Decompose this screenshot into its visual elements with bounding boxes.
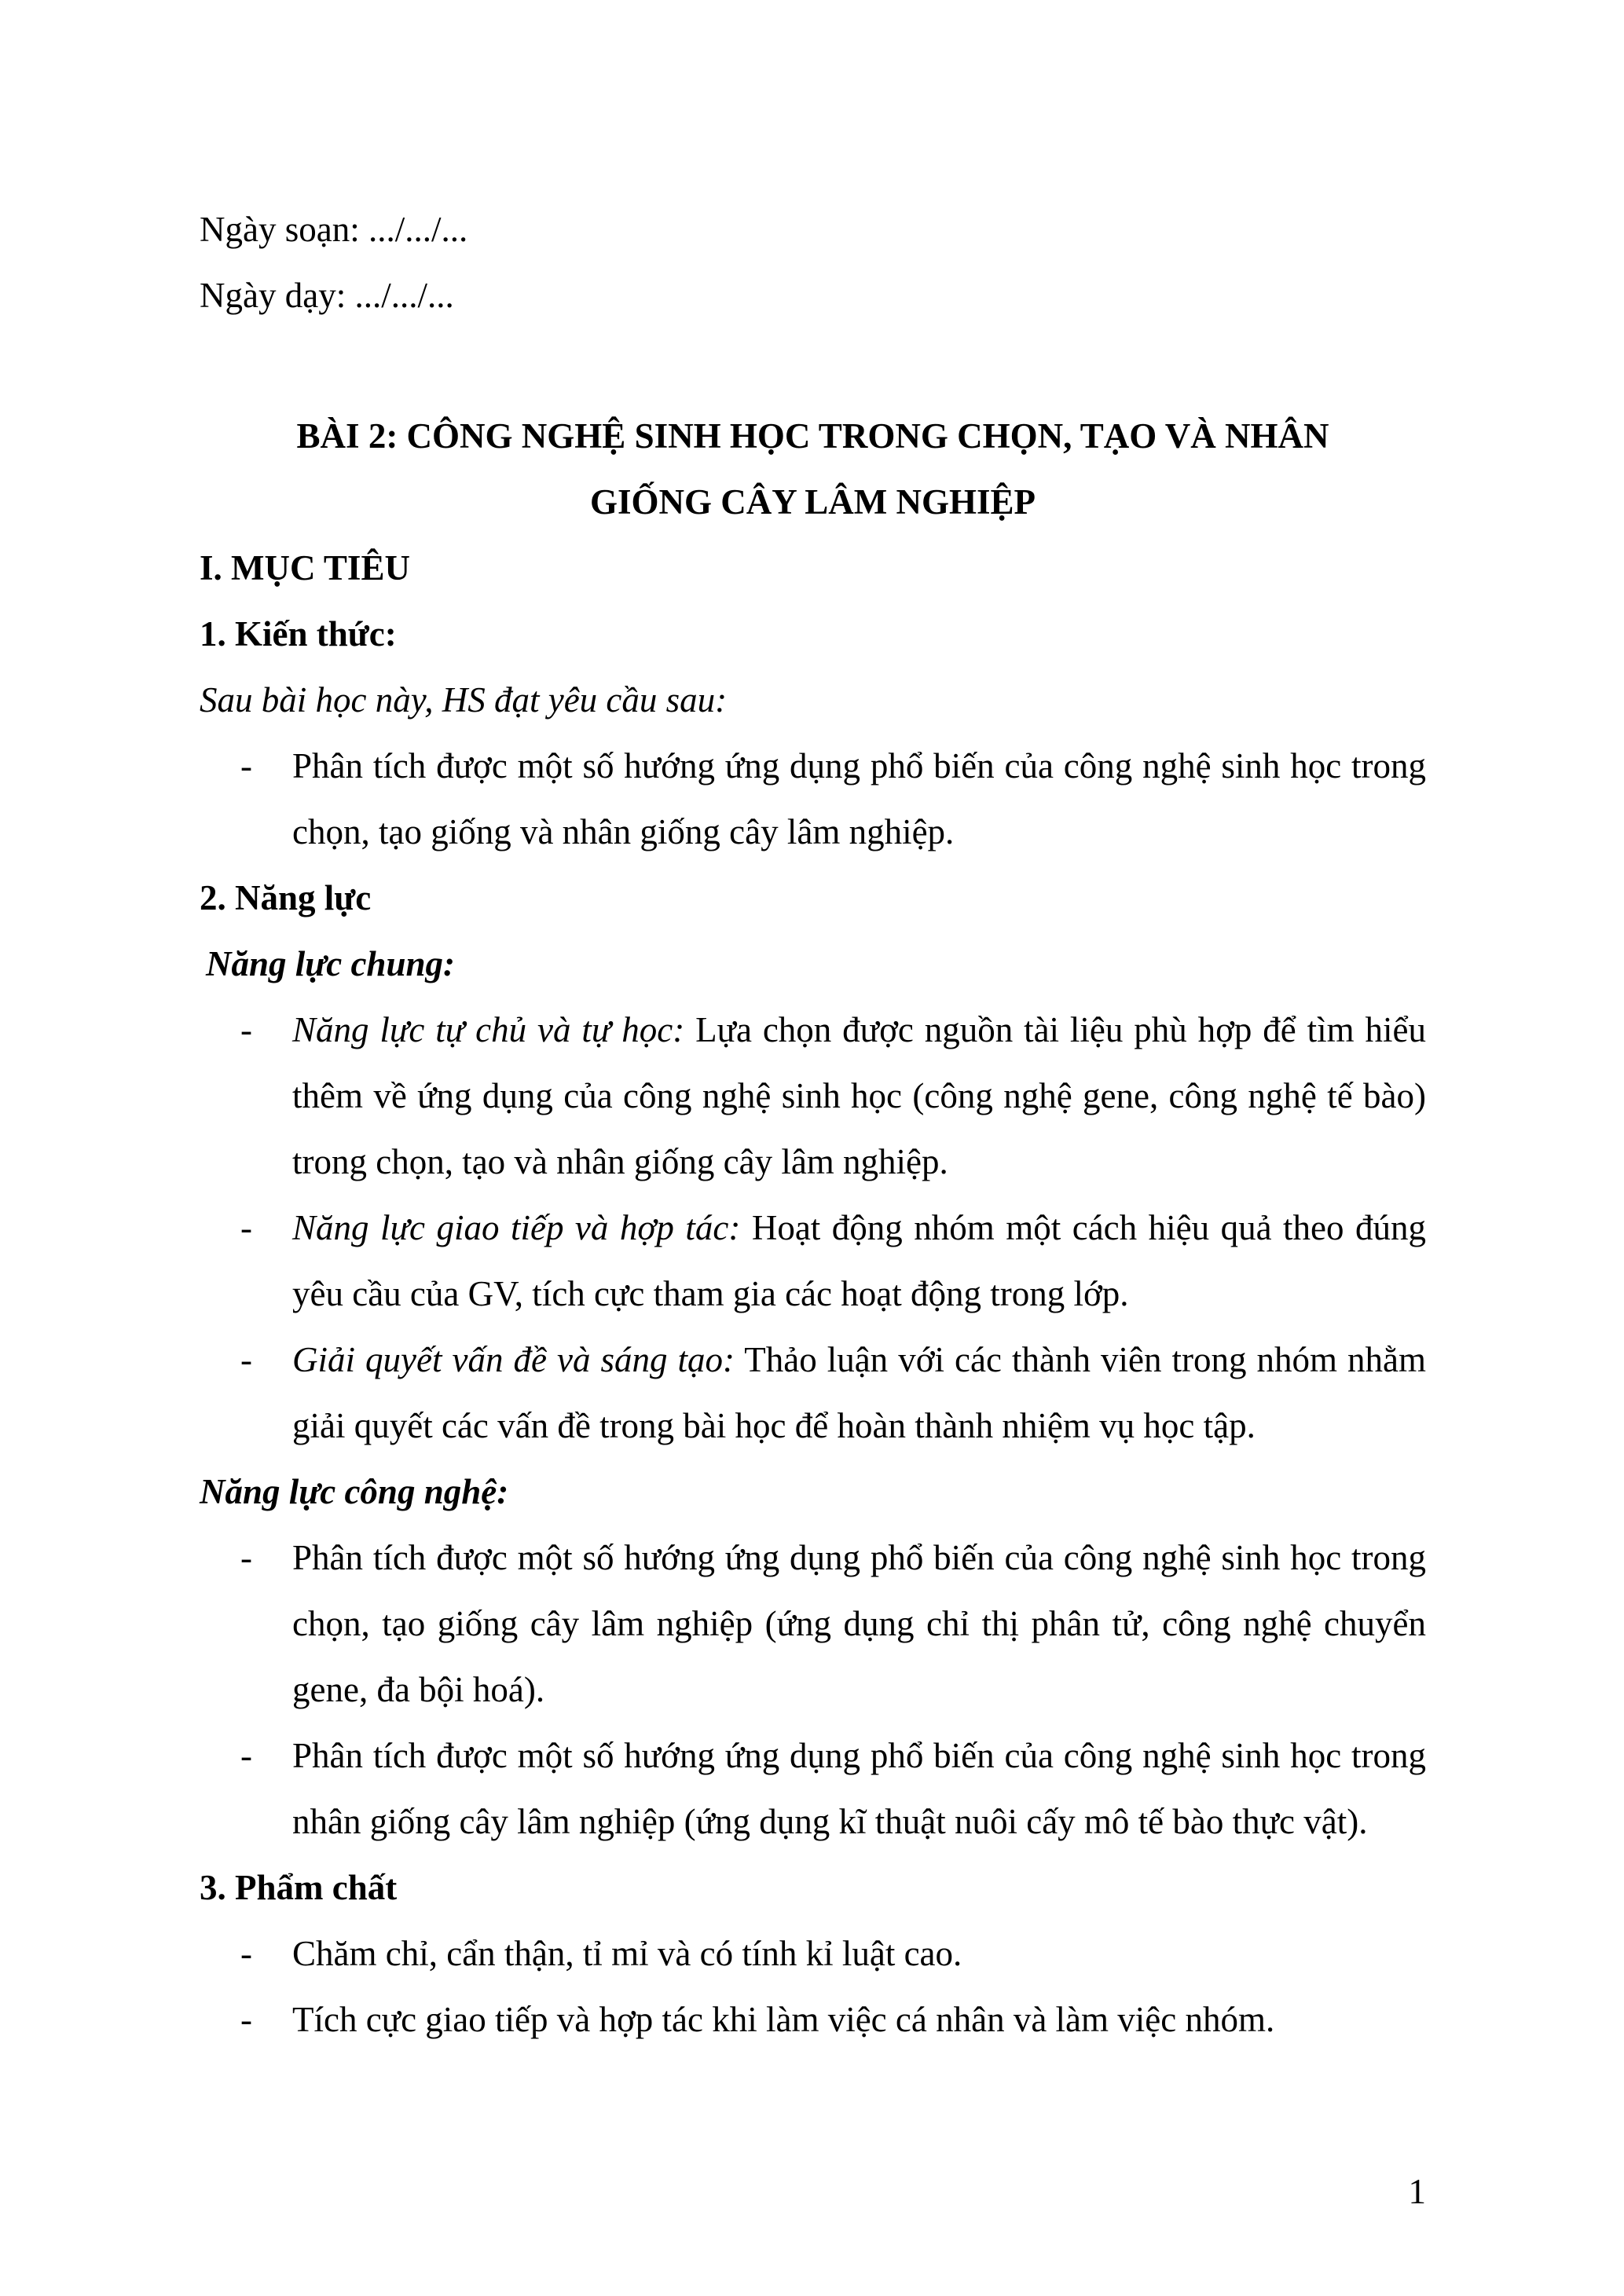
dash-marker: - <box>240 1934 252 1973</box>
list-item-text: Tích cực giao tiếp và hợp tác khi làm việc cá nhân và làm việc nhóm. <box>292 2000 1275 2039</box>
dash-marker: - <box>240 1208 252 1247</box>
list-item-text <box>292 997 1426 1195</box>
list-item-nang-luc-chung-1 <box>200 997 1426 1195</box>
kien-thuc-intro: Sau bài học này, HS đạt yêu cầu sau: <box>200 680 728 720</box>
kien-thuc-heading: 1. Kiến thức: <box>200 614 397 654</box>
nang-luc-cong-nghe-heading: Năng lực công nghệ: <box>200 1472 509 1511</box>
list-item-lead: Năng lực tự chủ và tự học: <box>292 1010 685 1049</box>
dash-marker: - <box>240 1538 252 1577</box>
nang-luc-chung-heading: Năng lực chung: <box>206 944 455 983</box>
lesson-title-line1: BÀI 2: CÔNG NGHỆ SINH HỌC TRONG CHỌN, TẠO VÀ NHÂN <box>296 416 1329 456</box>
dash-marker: - <box>240 1736 252 1775</box>
list-item-text: Chăm chỉ, cẩn thận, tỉ mỉ và có tính kỉ luật cao. <box>292 1934 962 1973</box>
dash-marker: - <box>240 2000 252 2039</box>
list-item-lead: Năng lực giao tiếp và hợp tác: <box>292 1208 741 1247</box>
section-muc-tieu-heading: I. MỤC TIÊU <box>200 548 410 588</box>
dash-marker: - <box>240 1340 252 1379</box>
list-item-text <box>292 1327 1426 1459</box>
dash-marker: - <box>240 1010 252 1049</box>
pham-chat-heading: 3. Phẩm chất <box>200 1868 398 1907</box>
nang-luc-heading: 2. Năng lực <box>200 878 372 917</box>
list-item-text <box>292 1195 1426 1327</box>
list-item-pham-chat-1 <box>200 1921 1426 1987</box>
date-prepared-line: Ngày soạn: .../.../... <box>200 210 468 249</box>
list-item-text: Phân tích được một số hướng ứng dụng phổ biến của công nghệ sinh học trong chọn, tạo giống và nhân giống cây lâm nghiệp. <box>292 746 1426 851</box>
list-item-nang-luc-chung-3 <box>200 1327 1426 1459</box>
list-item-rest: Thảo luận với các thành viên trong nhóm nhằm giải quyết các vấn đề trong bài học để hoàn thành nhiệm vụ học tập. <box>292 1340 1426 1445</box>
list-item-kien-thuc-1 <box>200 733 1426 865</box>
list-item-pham-chat-2 <box>200 1987 1426 2052</box>
lesson-title <box>200 403 1426 535</box>
lesson-title-line2: GIỐNG CÂY LÂM NGHIỆP <box>589 482 1036 522</box>
list-item-lead: Giải quyết vấn đề và sáng tạo: <box>292 1340 735 1379</box>
date-taught-line: Ngày dạy: .../.../... <box>200 276 454 315</box>
list-item-cong-nghe-1 <box>200 1525 1426 1723</box>
list-item-text: Phân tích được một số hướng ứng dụng phổ biến của công nghệ sinh học trong nhân giống cây lâm nghiệp (ứng dụng kĩ thuật nuôi cấy mô tế bào thực vật). <box>292 1736 1426 1841</box>
list-item-nang-luc-chung-2 <box>200 1195 1426 1327</box>
dash-marker: - <box>240 746 252 785</box>
list-item-text: Phân tích được một số hướng ứng dụng phổ biến của công nghệ sinh học trong chọn, tạo giống cây lâm nghiệp (ứng dụng chỉ thị phân tử, công nghệ chuyển gene, đa bội hoá). <box>292 1538 1426 1709</box>
list-item-cong-nghe-2 <box>200 1723 1426 1855</box>
list-item-rest: Lựa chọn được nguồn tài liệu phù hợp để tìm hiểu thêm về ứng dụng của công nghệ sinh học (công nghệ gene, công nghệ tế bào) trong chọn, tạo và nhân giống cây lâm nghiệp. <box>292 1010 1426 1181</box>
page-number: 1 <box>1408 2172 1426 2211</box>
list-item-rest: Hoạt động nhóm một cách hiệu quả theo đúng yêu cầu của GV, tích cực tham gia các hoạt động trong lớp. <box>292 1208 1427 1313</box>
